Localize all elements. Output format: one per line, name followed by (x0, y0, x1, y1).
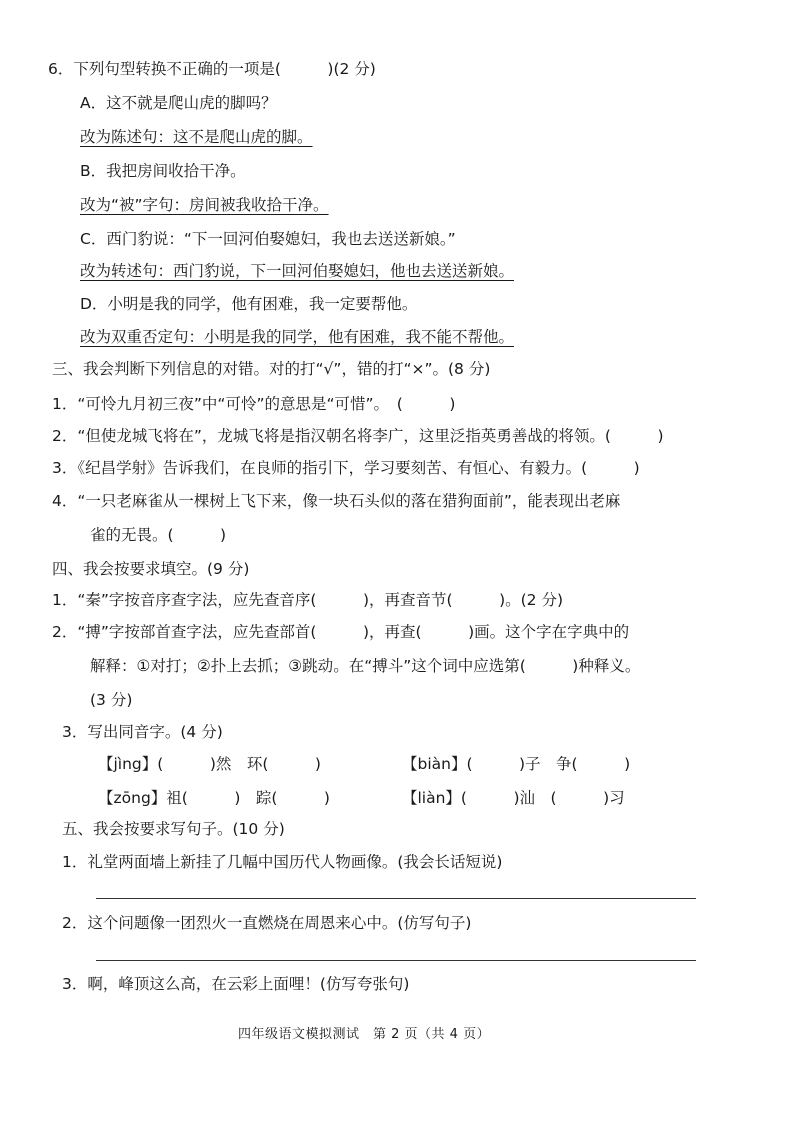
s4-q2-line1: 2．“搏”字按部首查字法，应先查部首( )，再查( )画。这个字在字典中的 (52, 623, 630, 641)
s4-homophone-bian: 【biàn】( )子 争( ) (402, 755, 631, 773)
s5-q3: 3．啊，峰顶这么高，在云彩上面哩！(仿写夸张句) (62, 975, 410, 993)
s4-q2-line3: (3 分) (90, 691, 133, 709)
s3-item-2: 2．“但使龙城飞将在”，龙城飞将是指汉朝名将李广，这里泛指英勇善战的将领。( ) (52, 427, 664, 445)
s4-q1: 1．“秦”字按音序查字法，应先查音序( )，再查音节( )。(2 分) (52, 591, 563, 609)
s5-q2: 2．这个问题像一团烈火一直燃烧在周恩来心中。(仿写句子) (62, 914, 472, 932)
s5-q1: 1．礼堂两面墙上新挂了几幅中国历代人物画像。(我会长话短说) (62, 853, 503, 871)
q6-option-d: D．小明是我的同学，他有困难，我一定要帮他。 (80, 295, 418, 313)
s3-item-4-cont: 雀的无畏。( ) (90, 526, 227, 544)
q6-option-b-answer: 改为“被”字句：房间被我收拾干净。 (80, 196, 329, 214)
q6-option-c-answer: 改为转述句：西门豹说，下一回河伯娶媳妇，他也去送送新娘。 (80, 262, 515, 280)
s3-item-1: 1．“可怜九月初三夜”中“可怜”的意思是“可惜”。 ( ) (52, 395, 456, 413)
s5-q2-answer-line[interactable] (96, 960, 696, 961)
s4-q3: 3．写出同音字。(4 分) (62, 723, 223, 741)
q6-option-b: B．我把房间收拾干净。 (80, 162, 246, 180)
q6-option-c: C．西门豹说：“下一回河伯娶媳妇，我也去送送新娘。” (80, 230, 456, 248)
s4-homophone-zong: 【zōng】祖( ) 踪( ) (98, 789, 330, 807)
section-3-heading: 三、我会判断下列信息的对错。对的打“√”，错的打“×”。(8 分) (52, 360, 491, 378)
s4-q2-line2: 解释：①对打；②扑上去抓；③跳动。在“搏斗”这个词中应选第( )种释义。 (90, 657, 641, 675)
page-footer: 四年级语文模拟测试 第 2 页（共 4 页） (238, 1027, 491, 1042)
s3-item-4: 4．“一只老麻雀从一棵树上飞下来，像一块石头似的落在猎狗面前”，能表现出老麻 (52, 492, 621, 510)
q6-stem: 6．下列句型转换不正确的一项是( )(2 分) (48, 60, 376, 78)
s5-q1-answer-line[interactable] (96, 898, 696, 899)
section-4-heading: 四、我会按要求填空。(9 分) (52, 560, 250, 578)
s4-homophone-lian: 【liàn】( )汕 ( )习 (402, 789, 625, 807)
q6-option-d-answer: 改为双重否定句：小明是我的同学，他有困难，我不能不帮他。 (80, 328, 515, 346)
section-5-heading: 五、我会按要求写句子。(10 分) (62, 820, 285, 838)
q6-option-a-answer: 改为陈述句：这不是爬山虎的脚。 (80, 128, 313, 146)
s4-homophone-jing: 【jìng】( )然 环( ) (98, 755, 321, 773)
q6-option-a: A．这不就是爬山虎的脚吗？ (80, 94, 277, 112)
s3-item-3: 3．《纪昌学射》告诉我们，在良师的指引下，学习要刻苦、有恒心、有毅力。( ) (52, 459, 640, 477)
